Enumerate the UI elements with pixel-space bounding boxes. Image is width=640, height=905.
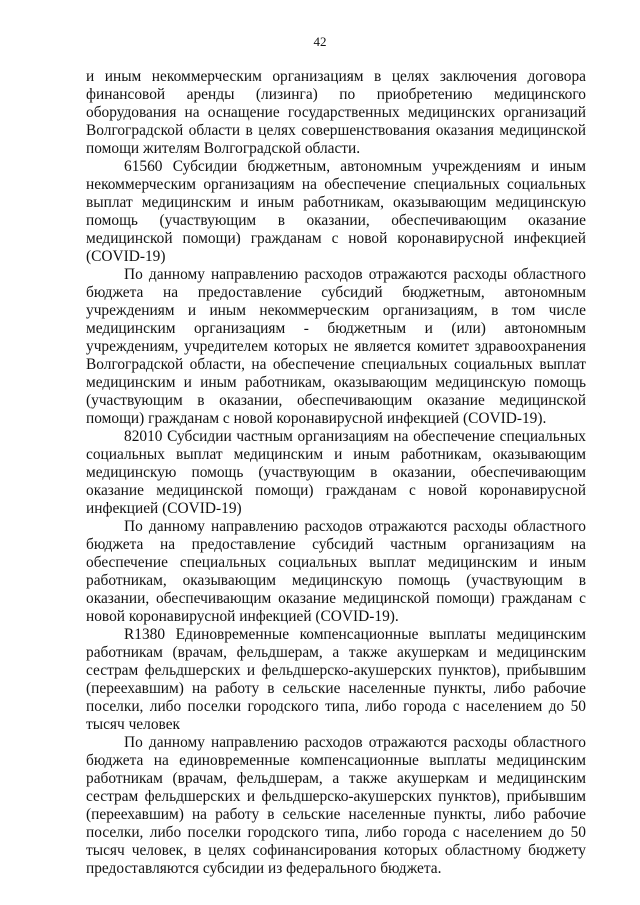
document-body <box>86 68 586 878</box>
paragraph-continuation-leasing: и иным некоммерческим организациям в целях заключения договора финансовой аренды (лизинга) по приобретению медицинского оборудования на оснащение государственных медицинских организаций Волгоградской области в целях совершенствования оказания медицинской помощи жителям Волгоградской области. <box>86 68 586 157</box>
paragraph-82010-description: По данному направлению расходов отражаются расходы областного бюджета на предоставление субсидий частным организациям на обеспечение специальных социальных выплат медицинским и иным работникам, оказывающим медицинскую помощь (участвующим в оказании, обеспечивающим оказание медицинской помощи) гражданам с новой коронавирусной инфекцией (COVID-19). <box>86 518 586 625</box>
paragraph-r1380-description: По данному направлению расходов отражаются расходы областного бюджета на единовременные компенсационные выплаты медицинским работникам (врачам, фельдшерам, а также акушеркам и медицинским сестрам фельдшерских и фельдшерско-акушерских пунктов), прибывшим (переехавшим) на работу в сельские населенные пункты, либо рабочие поселки, либо поселки городского типа, либо города с населением до 50 тысяч человек, в целях софинансирования которых областному бюджету предоставляются субсидии из федерального бюджета. <box>86 734 586 877</box>
paragraph-code-r1380: R1380 Единовременные компенсационные выплаты медицинским работникам (врачам, фельдшерам, а также акушеркам и медицинским сестрам фельдшерских и фельдшерско-акушерских пунктов), прибывшим (переехавшим) на работу в сельские населенные пункты, либо рабочие поселки, либо поселки городского типа, либо города с населением до 50 тысяч человек <box>86 626 586 733</box>
paragraph-61560-description: По данному направлению расходов отражаются расходы областного бюджета на предоставление субсидий бюджетным, автономным учреждениям и иным некоммерческим организациям, в том числе медицинским организациям - бюджетным и (или) автономным учреждениям, учредителем которых не является комитет здравоохранения Волгоградской области, на обеспечение специальных социальных выплат медицинским и иным работникам, оказывающим медицинскую помощь (участвующим в оказании, обеспечивающим оказание медицинской помощи) гражданам с новой коронавирусной инфекцией (COVID-19). <box>86 266 586 427</box>
paragraph-code-61560: 61560 Субсидии бюджетным, автономным учреждениям и иным некоммерческим организациям на обеспечение специальных социальных выплат медицинским и иным работникам, оказывающим медицинскую помощь (участвующим в оказании, обеспечивающим оказание медицинской помощи) гражданам с новой коронавирусной инфекцией (COVID-19) <box>86 158 586 265</box>
page-number: 42 <box>313 34 327 49</box>
paragraph-code-82010: 82010 Субсидии частным организациям на обеспечение специальных социальных выплат медицинским и иным работникам, оказывающим медицинскую помощь (участвующим в оказании, обеспечивающим оказание медицинской помощи) гражданам с новой коронавирусной инфекцией (COVID-19) <box>86 428 586 517</box>
